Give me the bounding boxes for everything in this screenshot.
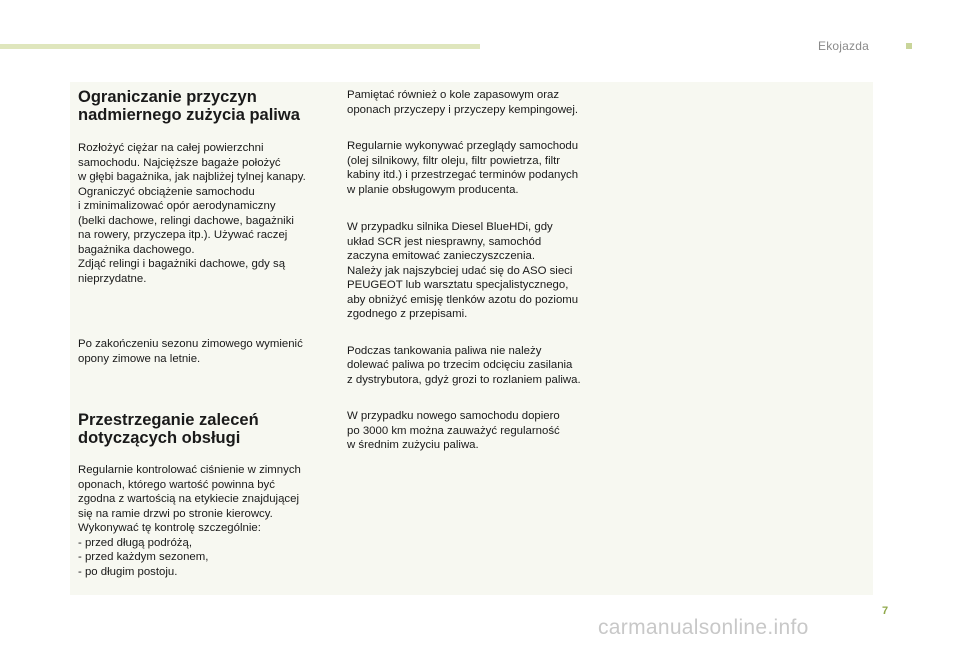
paragraph-tyre-pressure: Regularnie kontrolować ciśnienie w zimnych oponach, którego wartość powinna być zgodna z wartością na etykiecie znajdującej się na ramie drzwi po stronie kierowcy. Wykonywać tę kontrolę szczególnie: - przed długą podróżą, - przed każdym sezonem, - po długim postoju. bbox=[78, 464, 301, 578]
paragraph-service-inspections: Regularnie wykonywać przeglądy samochodu (olej silnikowy, filtr oleju, filtr powietrza, filtr kabiny itd.) i przestrzegać terminów podanych w planie obsługowym producenta. bbox=[347, 140, 579, 196]
page-number: 7 bbox=[882, 605, 889, 617]
paragraph-load-distribution: Rozłożyć ciężar na całej powierzchni samochodu. Najcięższe bagaże położyć w głębi bagażnika, jak najbliżej tylnej kanapy. Ograniczyć obciążenie samochodu i zminimalizować opór aerodynamiczny (belki dachowe, relingi dachowe, bagażniki na rowery, przyczepa itp.). Używać raczej bagażnika dachowego. Zdjąć relingi i bagażniki dachowe, gdy są nieprzydatne. bbox=[78, 142, 306, 285]
right-column bbox=[347, 88, 609, 453]
paragraph-bluehdi-scr: W przypadku silnika Diesel BlueHDi, gdy układ SCR jest niesprawny, samochód zaczyna emitować zanieczyszczenia. Należy jak najszybciej udać się do ASO sieci PEUGEOT lub warsztatu specjalistycznego, aby obniżyć emisję tlenków azotu do poziomu zgodnego z przepisami. bbox=[347, 221, 579, 320]
section-title-fuel-consumption: Ograniczanie przyczyn nadmiernego zużycia paliwa bbox=[78, 88, 300, 124]
paragraph-winter-tyres: Po zakończeniu sezonu zimowego wymienić opony zimowe na letnie. bbox=[78, 338, 303, 365]
section-title-maintenance: Przestrzeganie zaleceń dotyczących obsługi bbox=[78, 411, 259, 447]
chapter-marker bbox=[906, 43, 912, 49]
watermark-text: carmanualsonline.info bbox=[598, 616, 809, 639]
left-column bbox=[78, 88, 333, 579]
paragraph-new-vehicle: W przypadku nowego samochodu dopiero po 3000 km można zauważyć regularność w średnim zużyciu paliwa. bbox=[347, 410, 560, 451]
paragraph-spare-wheel: Pamiętać również o kole zapasowym oraz oponach przyczepy i przyczepy kempingowej. bbox=[347, 89, 579, 116]
paragraph-refuelling: Podczas tankowania paliwa nie należy dolewać paliwa po trzecim odcięciu zasilania z dystrybutora, gdyż grozi to rozlaniem paliwa. bbox=[347, 344, 581, 386]
chapter-title: Ekojazda bbox=[818, 39, 869, 53]
header-accent-bar bbox=[0, 44, 480, 49]
